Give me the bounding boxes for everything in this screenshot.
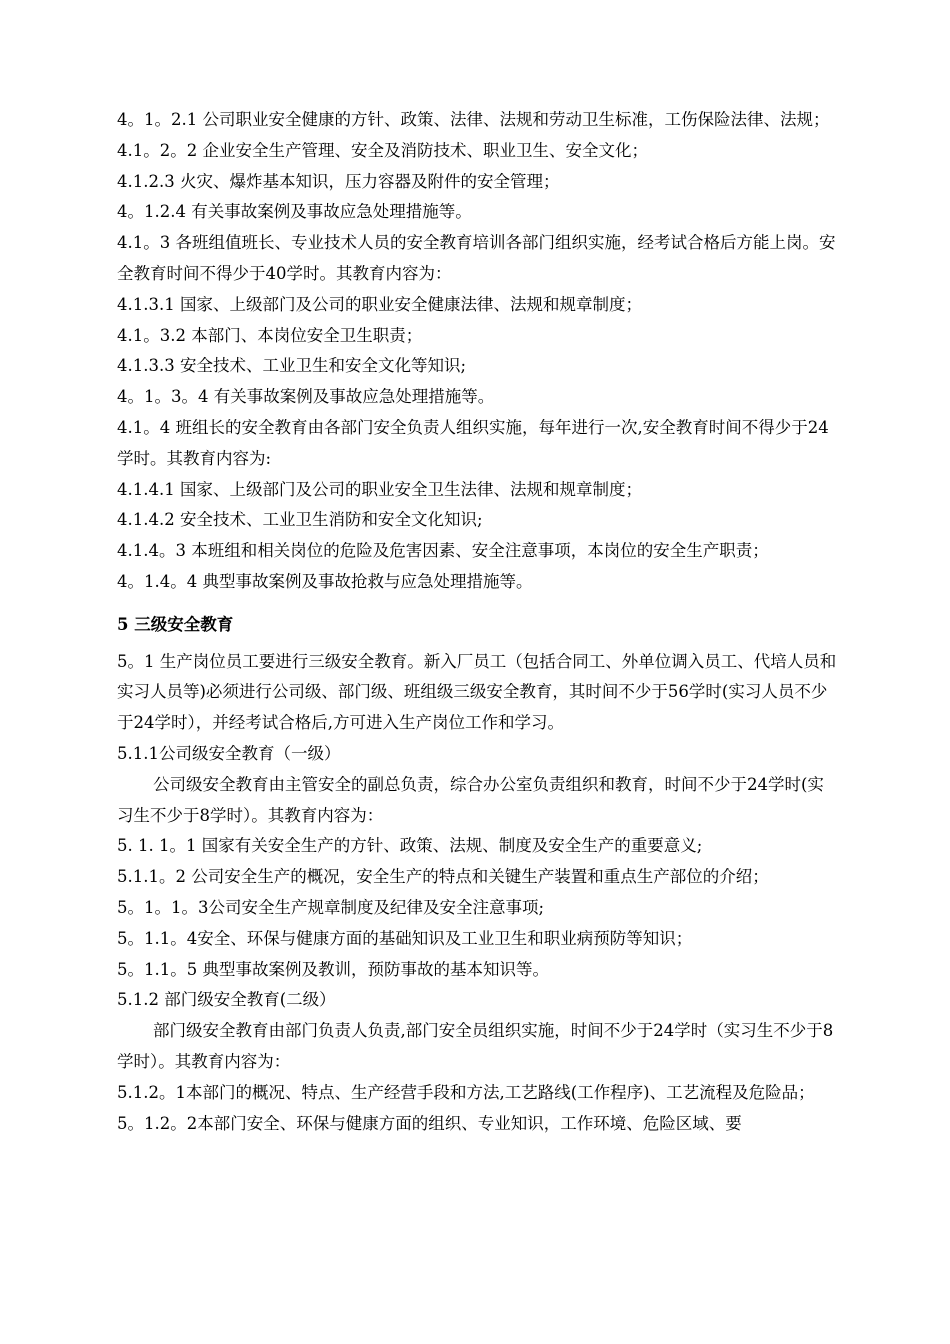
paragraph-5-1-2-intro: 部门级安全教育由部门负责人负责,部门安全员组织实施，时间不少于24学时（实习生不少于8学时）。其教育内容为： xyxy=(117,1021,834,1071)
paragraph-4-1-3-4: 4。1。3。4 有关事故案例及事故应急处理措施等。 xyxy=(117,387,495,407)
document-body xyxy=(117,105,837,1139)
section-heading-5: 5 三级安全教育 xyxy=(117,614,234,634)
paragraph-5-1-1-5: 5。1.1。5 典型事故案例及教训，预防事故的基本知识等。 xyxy=(117,959,549,979)
paragraph-5-1-1-2: 5.1.1。2 公司安全生产的概况，安全生产的特点和关键生产装置和重点生产部位的介绍； xyxy=(117,867,769,887)
paragraph-4-1-3-2: 4.1。3.2 本部门、本岗位安全卫生职责； xyxy=(117,325,423,345)
paragraph-4-1-4-3: 4.1.4。3 本班组和相关岗位的危险及危害因素、安全注意事项，本岗位的安全生产职责； xyxy=(117,541,769,561)
paragraph-4-1-4-4: 4。1.4。4 典型事故案例及事故抢救与应急处理措施等。 xyxy=(117,571,533,591)
subheading-5-1-2: 5.1.2 部门级安全教育(二级） xyxy=(117,990,336,1010)
paragraph-4-1-3: 4.1。3 各班组值班长、专业技术人员的安全教育培训各部门组织实施，经考试合格后方能上岗。安全教育时间不得少于40学时。其教育内容为： xyxy=(117,233,836,283)
paragraph-5-1-2-1: 5.1.2。1本部门的概况、特点、生产经营手段和方法,工艺路线(工作程序)、工艺流程及危险品； xyxy=(117,1082,815,1102)
paragraph-4-1-3-3: 4.1.3.3 安全技术、工业卫生和安全文化等知识; xyxy=(117,356,467,376)
paragraph-4-1-3-1: 4.1.3.1 国家、上级部门及公司的职业安全健康法律、法规和规章制度； xyxy=(117,294,642,314)
paragraph-4-1-4-2: 4.1.4.2 安全技术、工业卫生消防和安全文化知识; xyxy=(117,510,483,530)
paragraph-5-1-2-2: 5。1.2。2本部门安全、环保与健康方面的组织、专业知识，工作环境、危险区域、要 xyxy=(117,1113,742,1133)
paragraph-5-1: 5。1 生产岗位员工要进行三级安全教育。新入厂员工（包括合同工、外单位调入员工、代培人员和实习人员等)必须进行公司级、部门级、班组级三级安全教育，其时间不少于56学时(实习人员不少于24学时），并经考试合格后,方可进入生产岗位工作和学习。 xyxy=(117,651,837,733)
paragraph-5-1-1-intro: 公司级安全教育由主管安全的副总负责，综合办公室负责组织和教育，时间不少于24学时(实习生不少于8学时）。其教育内容为： xyxy=(117,774,824,825)
paragraph-4-1-4: 4.1。4 班组长的安全教育由各部门安全负责人组织实施，每年进行一次,安全教育时间不得少于24学时。其教育内容为: xyxy=(117,417,829,468)
paragraph-5-1-1-3: 5。1。1。3公司安全生产规章制度及纪律及安全注意事项; xyxy=(117,897,545,917)
paragraph-4-1-4-1: 4.1.4.1 国家、上级部门及公司的职业安全卫生法律、法规和规章制度； xyxy=(117,479,642,499)
subheading-5-1-1: 5.1.1公司级安全教育（一级） xyxy=(117,743,341,763)
paragraph-4-1-2-4: 4。1.2.4 有关事故案例及事故应急处理措施等。 xyxy=(117,202,472,222)
paragraph-4-1-2-3: 4.1.2.3 火灾、爆炸基本知识，压力容器及附件的安全管理； xyxy=(117,171,560,191)
paragraph-4-1-2-2: 4.1。2。2 企业安全生产管理、安全及消防技术、职业卫生、安全文化； xyxy=(117,140,648,160)
paragraph-4-1-2-1: 4。1。2.1 公司职业安全健康的方针、政策、法律、法规和劳动卫生标准，工伤保险法律、法规； xyxy=(117,110,830,129)
paragraph-5-1-1-1: 5. 1. 1。1 国家有关安全生产的方针、政策、法规、制度及安全生产的重要意义; xyxy=(117,836,703,856)
paragraph-5-1-1-4: 5。1.1。4安全、环保与健康方面的基础知识及工业卫生和职业病预防等知识； xyxy=(117,928,693,948)
